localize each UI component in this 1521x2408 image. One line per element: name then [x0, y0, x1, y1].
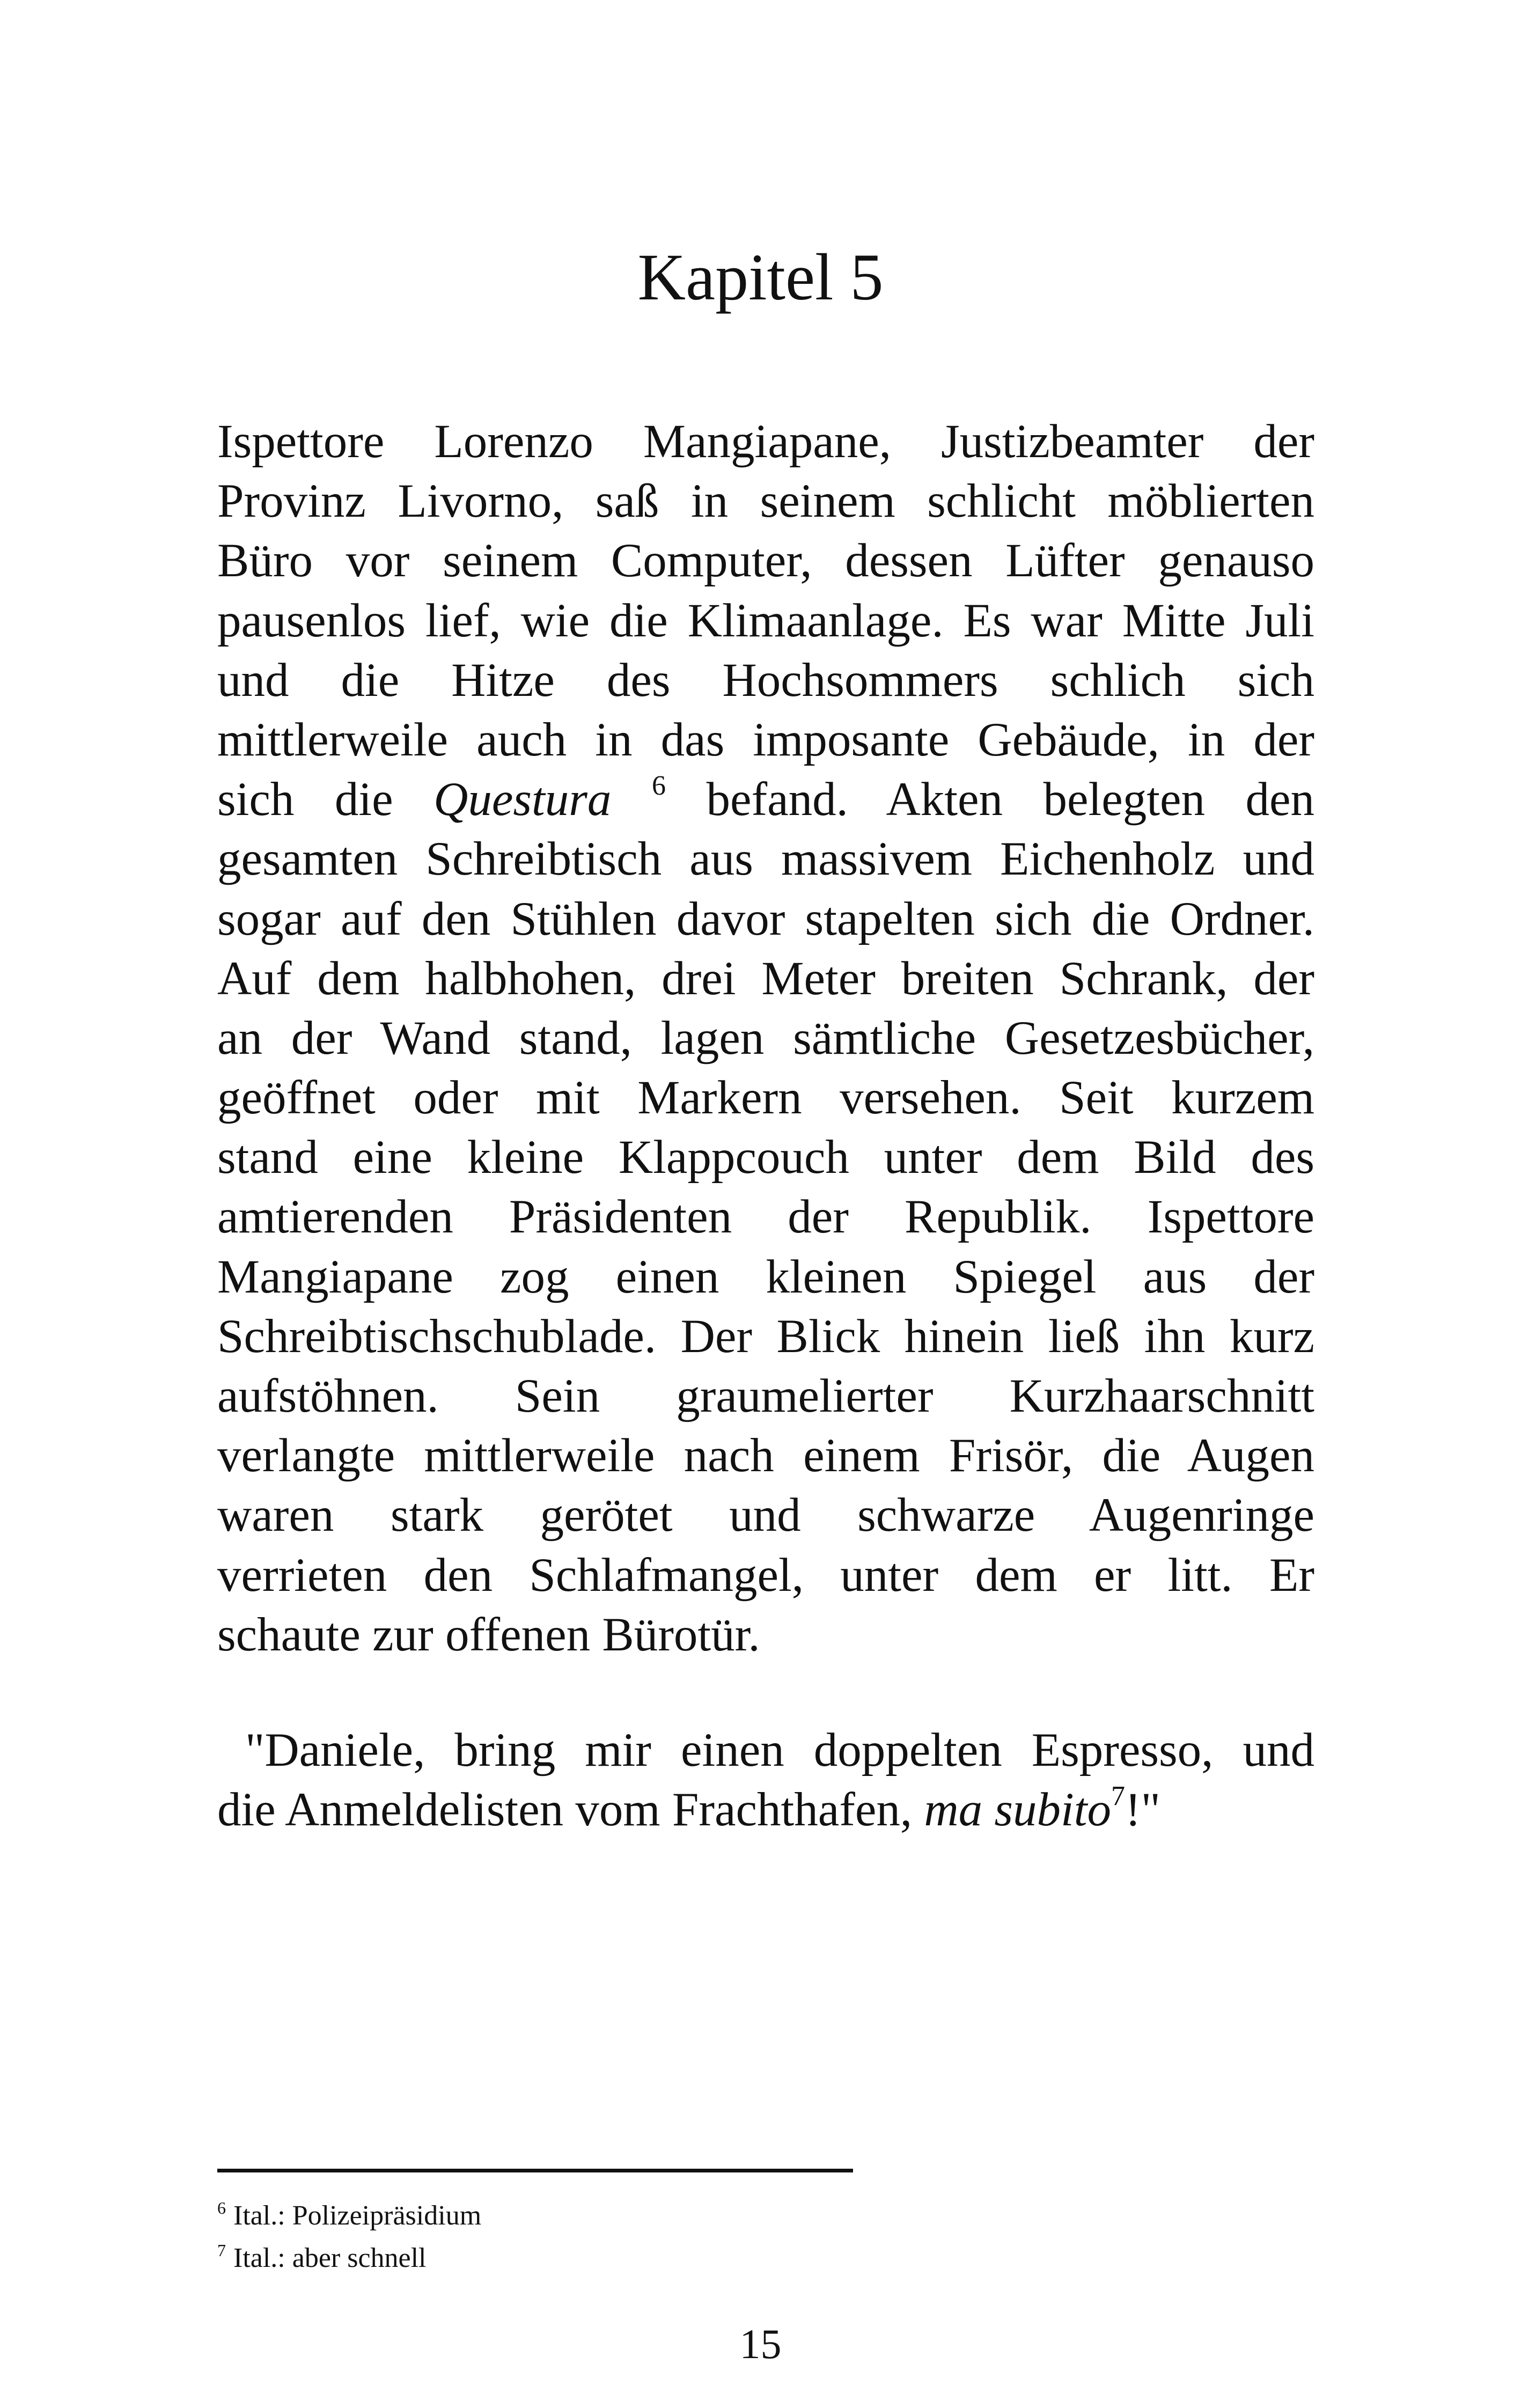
text-line: an der Wand stand, lagen sämtliche Gesetzesbücher,	[217, 1011, 1314, 1064]
text-line: Provinz Livorno, saß in seinem schlicht möblierten	[217, 475, 1314, 528]
text-line: Ispettore Lorenzo Mangiapane, Justizbeamter der	[217, 415, 1314, 468]
text-line: schaute zur offenen Bürotür.	[217, 1608, 760, 1661]
dialogue-paragraph	[217, 1721, 1314, 1840]
footnote-reference: 6	[651, 770, 666, 802]
text-line: "Daniele, bring mir einen doppelten Espresso, und	[245, 1724, 1314, 1776]
text-line: sogar auf den Stühlen davor stapelten sich die Ordner.	[217, 892, 1314, 945]
text-line: waren stark gerötet und schwarze Augenringe	[217, 1489, 1314, 1542]
text-fragment: sich die	[217, 773, 434, 826]
footnote-text: Ital.: Polizeipräsidium	[233, 2200, 482, 2231]
footnote-reference: 7	[1111, 1781, 1125, 1812]
page-number: 15	[739, 2321, 782, 2367]
footnotes	[217, 2194, 1022, 2279]
footnote	[217, 2194, 1022, 2237]
text-line: Schreibtischschublade. Der Blick hinein ließ ihn kurz	[217, 1310, 1314, 1363]
text-line: Mangiapane zog einen kleinen Spiegel aus der	[217, 1250, 1314, 1303]
footnote-mark: 6	[217, 2198, 226, 2218]
footnote-mark: 7	[217, 2241, 226, 2260]
body-paragraph	[217, 412, 1314, 1665]
chapter-title: Kapitel 5	[637, 240, 884, 314]
text-line: und die Hitze des Hochsommers schlich sich	[217, 654, 1314, 707]
text-line-with-footnote	[217, 770, 1314, 829]
text-line: verrieten den Schlafmangel, unter dem er litt. Er	[217, 1548, 1314, 1602]
text-line: stand eine kleine Klappcouch unter dem Bild des	[217, 1131, 1314, 1184]
footnote-text: Ital.: aber schnell	[233, 2243, 427, 2273]
text-line: geöffnet oder mit Markern versehen. Seit kurzem	[217, 1071, 1314, 1125]
italic-term: ma subito	[924, 1783, 1111, 1837]
text-line: Auf dem halbhohen, drei Meter breiten Schrank, der	[217, 952, 1314, 1005]
text-line: amtierenden Präsidenten der Republik. Ispettore	[217, 1191, 1314, 1244]
text-line: Büro vor seinem Computer, dessen Lüfter genauso	[217, 534, 1314, 588]
text-fragment: befand. Akten belegten den	[665, 773, 1314, 826]
text-line: mittlerweile auch in das imposante Gebäude, in der	[217, 713, 1314, 766]
text-line: pausenlos lief, wie die Klimaanlage. Es war Mitte Juli	[217, 594, 1314, 647]
text-fragment: !"	[1125, 1783, 1160, 1837]
italic-term: Questura	[433, 773, 612, 826]
footnote-separator	[217, 2169, 853, 2172]
text-line: gesamten Schreibtisch aus massivem Eichenholz und	[217, 833, 1314, 886]
text-line-with-footnote	[217, 1780, 1314, 1840]
text-fragment: die Anmeldelisten vom Frachthafen,	[217, 1783, 924, 1837]
text-line: aufstöhnen. Sein graumelierter Kurzhaarschnitt	[217, 1370, 1314, 1422]
footnote	[217, 2237, 1022, 2279]
text-line: verlangte mittlerweile nach einem Frisör, die Augen	[217, 1429, 1314, 1482]
